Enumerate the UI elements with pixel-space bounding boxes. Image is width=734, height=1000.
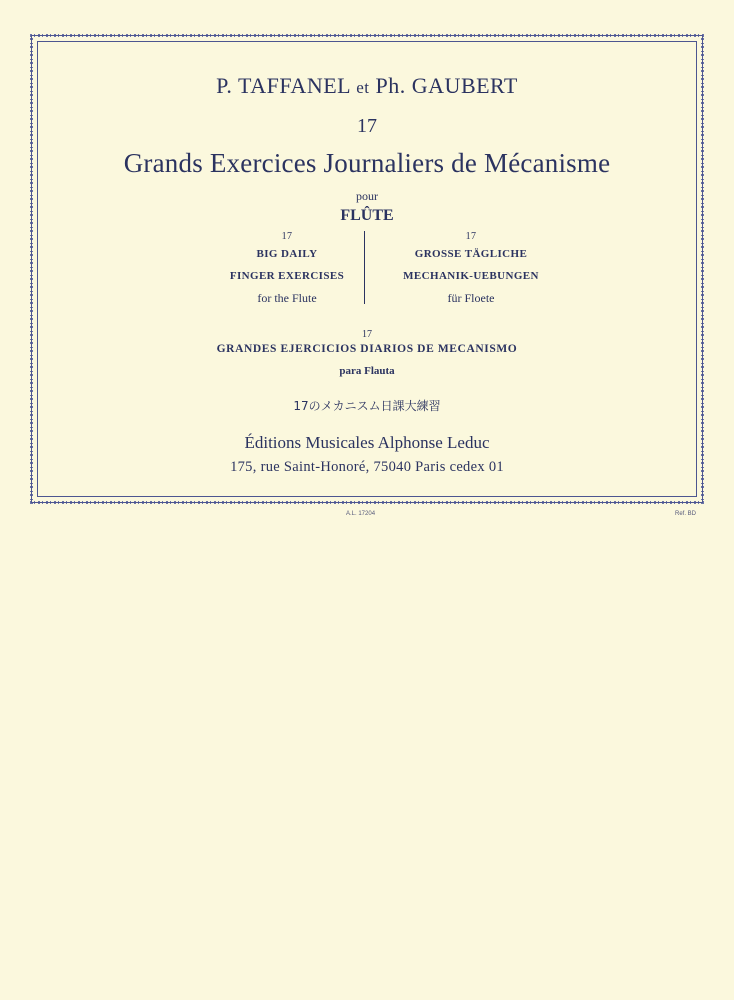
german-line-2: MECHANIK-UEBUNGEN [403,270,539,282]
english-line-1: BIG DAILY [256,248,318,260]
german-number: 17 [465,231,477,242]
decorative-border [30,34,704,504]
catalog-number: A.L. 17204 [346,511,376,517]
author-gaubert: Ph. GAUBERT [375,73,518,98]
title-number: 17 [357,115,377,137]
pour-label: pour [356,189,378,203]
german-line-3: für Floete [447,291,495,305]
author-conjunction: et [356,78,370,97]
page-title: Grands Exercices Journaliers de Mécanisme [123,148,611,178]
cover-content [37,41,697,497]
spanish-number: 17 [362,329,372,340]
publisher-name: Éditions Musicales Alphonse Leduc [244,433,490,452]
english-line-2: FINGER EXERCISES [229,270,345,282]
spanish-subtitle: para Flauta [339,365,395,377]
english-number: 17 [281,231,293,242]
german-title-block [361,231,581,309]
instrument-label: FLÛTE [340,207,394,224]
english-line-3: for the Flute [257,291,317,305]
reference-code: Ref. BD [675,511,697,517]
spanish-title: GRANDES EJERCICIOS DIARIOS DE MECANISMO [216,343,518,355]
japanese-title: 17のメカニスム日課大練習 [293,399,441,413]
german-line-1: GROSSE TÄGLICHE [414,248,528,260]
authors [37,73,697,99]
publisher-address: 175, rue Saint-Honoré, 75040 Paris cedex 01 [230,459,504,475]
author-taffanel: P. TAFFANEL [216,73,351,98]
